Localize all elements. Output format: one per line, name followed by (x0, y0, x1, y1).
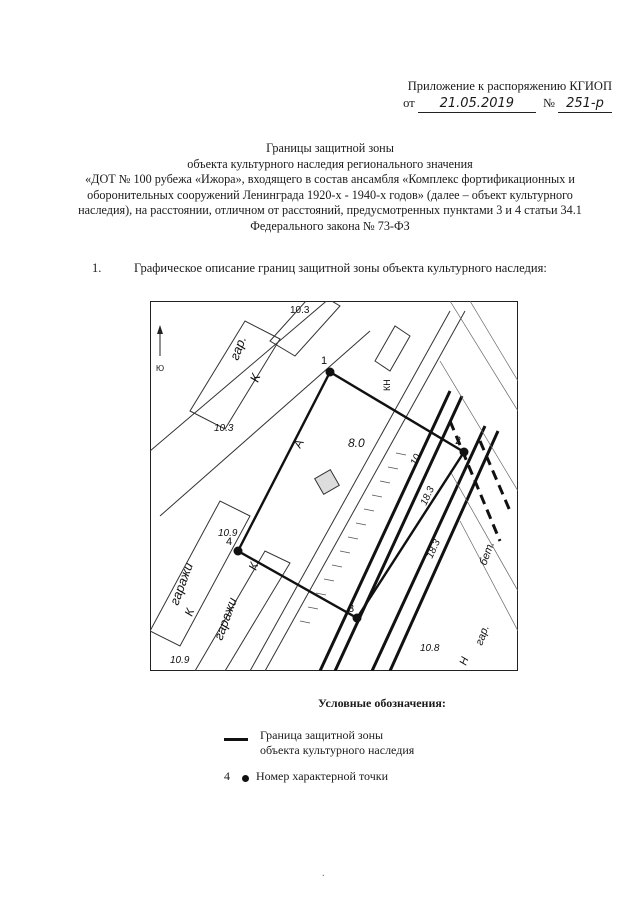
footer-mark: . (322, 868, 325, 879)
point-label-1: 1 (321, 355, 328, 367)
handwritten-number: 251-р (558, 95, 612, 113)
elevation-label: 10.3 (214, 423, 234, 434)
title-line-3: «ДОТ № 100 рубежа «Ижора», входящего в состав ансамбля «Комплекс фортификационных и (85, 172, 575, 186)
point-dot-icon (242, 775, 249, 782)
date-prefix: от (403, 96, 415, 110)
legend-boundary-line-1: Граница защитной зоны (260, 728, 384, 742)
map-label-a: А (290, 436, 307, 451)
section-text: Графическое описание границ защитной зоны объекта культурного наследия: (134, 261, 547, 275)
number-prefix: № (542, 96, 555, 110)
elevation-label: 10.9 (218, 528, 238, 539)
north-label: Ю (156, 364, 165, 373)
order-details (403, 95, 612, 113)
appendix-header (403, 78, 612, 113)
point-label-4: 4 (226, 536, 233, 548)
handwritten-date: 21.05.2019 (418, 95, 536, 113)
elevation-label: 18.3 (424, 537, 443, 561)
title-line-2: объекта культурного наследия регионального значения (187, 156, 473, 171)
elevation-label: 8.0 (348, 436, 365, 450)
map-label-k: К (181, 606, 198, 619)
elevation-label: 18.3 (418, 484, 437, 508)
site-map (150, 301, 518, 671)
boundary-point-2 (460, 448, 469, 457)
map-label-garazhi: гаражи (166, 560, 196, 608)
elevation-label: 10.9 (170, 655, 190, 666)
boundary-point-1 (326, 368, 335, 377)
section-number: 1. (92, 261, 102, 275)
elevation-label: 10.3 (290, 305, 310, 316)
legend-point-text: Номер характерной точки (256, 769, 388, 783)
map-label-bet: бет. (477, 540, 498, 568)
elevation-label: 10. (408, 450, 425, 468)
legend-boundary (260, 728, 414, 758)
title-line-4: оборонительных сооружений Ленинграда 1920-х - 1940-х годов» (далее – объект культурного (87, 187, 573, 202)
map-label-kn: КН (382, 379, 392, 391)
map-label-garazhi: гаражи (210, 595, 240, 643)
document-title (40, 141, 620, 234)
map-label-gar: гар. (226, 334, 250, 363)
title-line-1: Границы защитной зоны (266, 141, 394, 155)
map-label-gar: гар. (473, 623, 492, 648)
map-label-h: Н (457, 655, 472, 668)
legend-point-number: 4 (224, 769, 230, 783)
point-label-3: 3 (348, 603, 355, 615)
legend-boundary-line-2: объекта культурного наследия (260, 743, 415, 757)
point-label-2: 2 (455, 435, 462, 447)
boundary-line-symbol (224, 738, 248, 741)
appendix-title: Приложение к распоряжению КГИОП (407, 79, 612, 93)
elevation-label: 10.8 (420, 643, 440, 654)
map-label-k: К (245, 560, 262, 573)
map-label-k: К (246, 371, 264, 385)
title-line-6: Федерального закона № 73-ФЗ (250, 218, 410, 233)
legend-title: Условные обозначения: (318, 696, 446, 710)
title-line-5: наследия), на расстоянии, отличном от расстояний, предусмотренных пунктами 3 и 4 статьи 34.1 (78, 203, 582, 217)
boundary-point-4 (234, 547, 243, 556)
